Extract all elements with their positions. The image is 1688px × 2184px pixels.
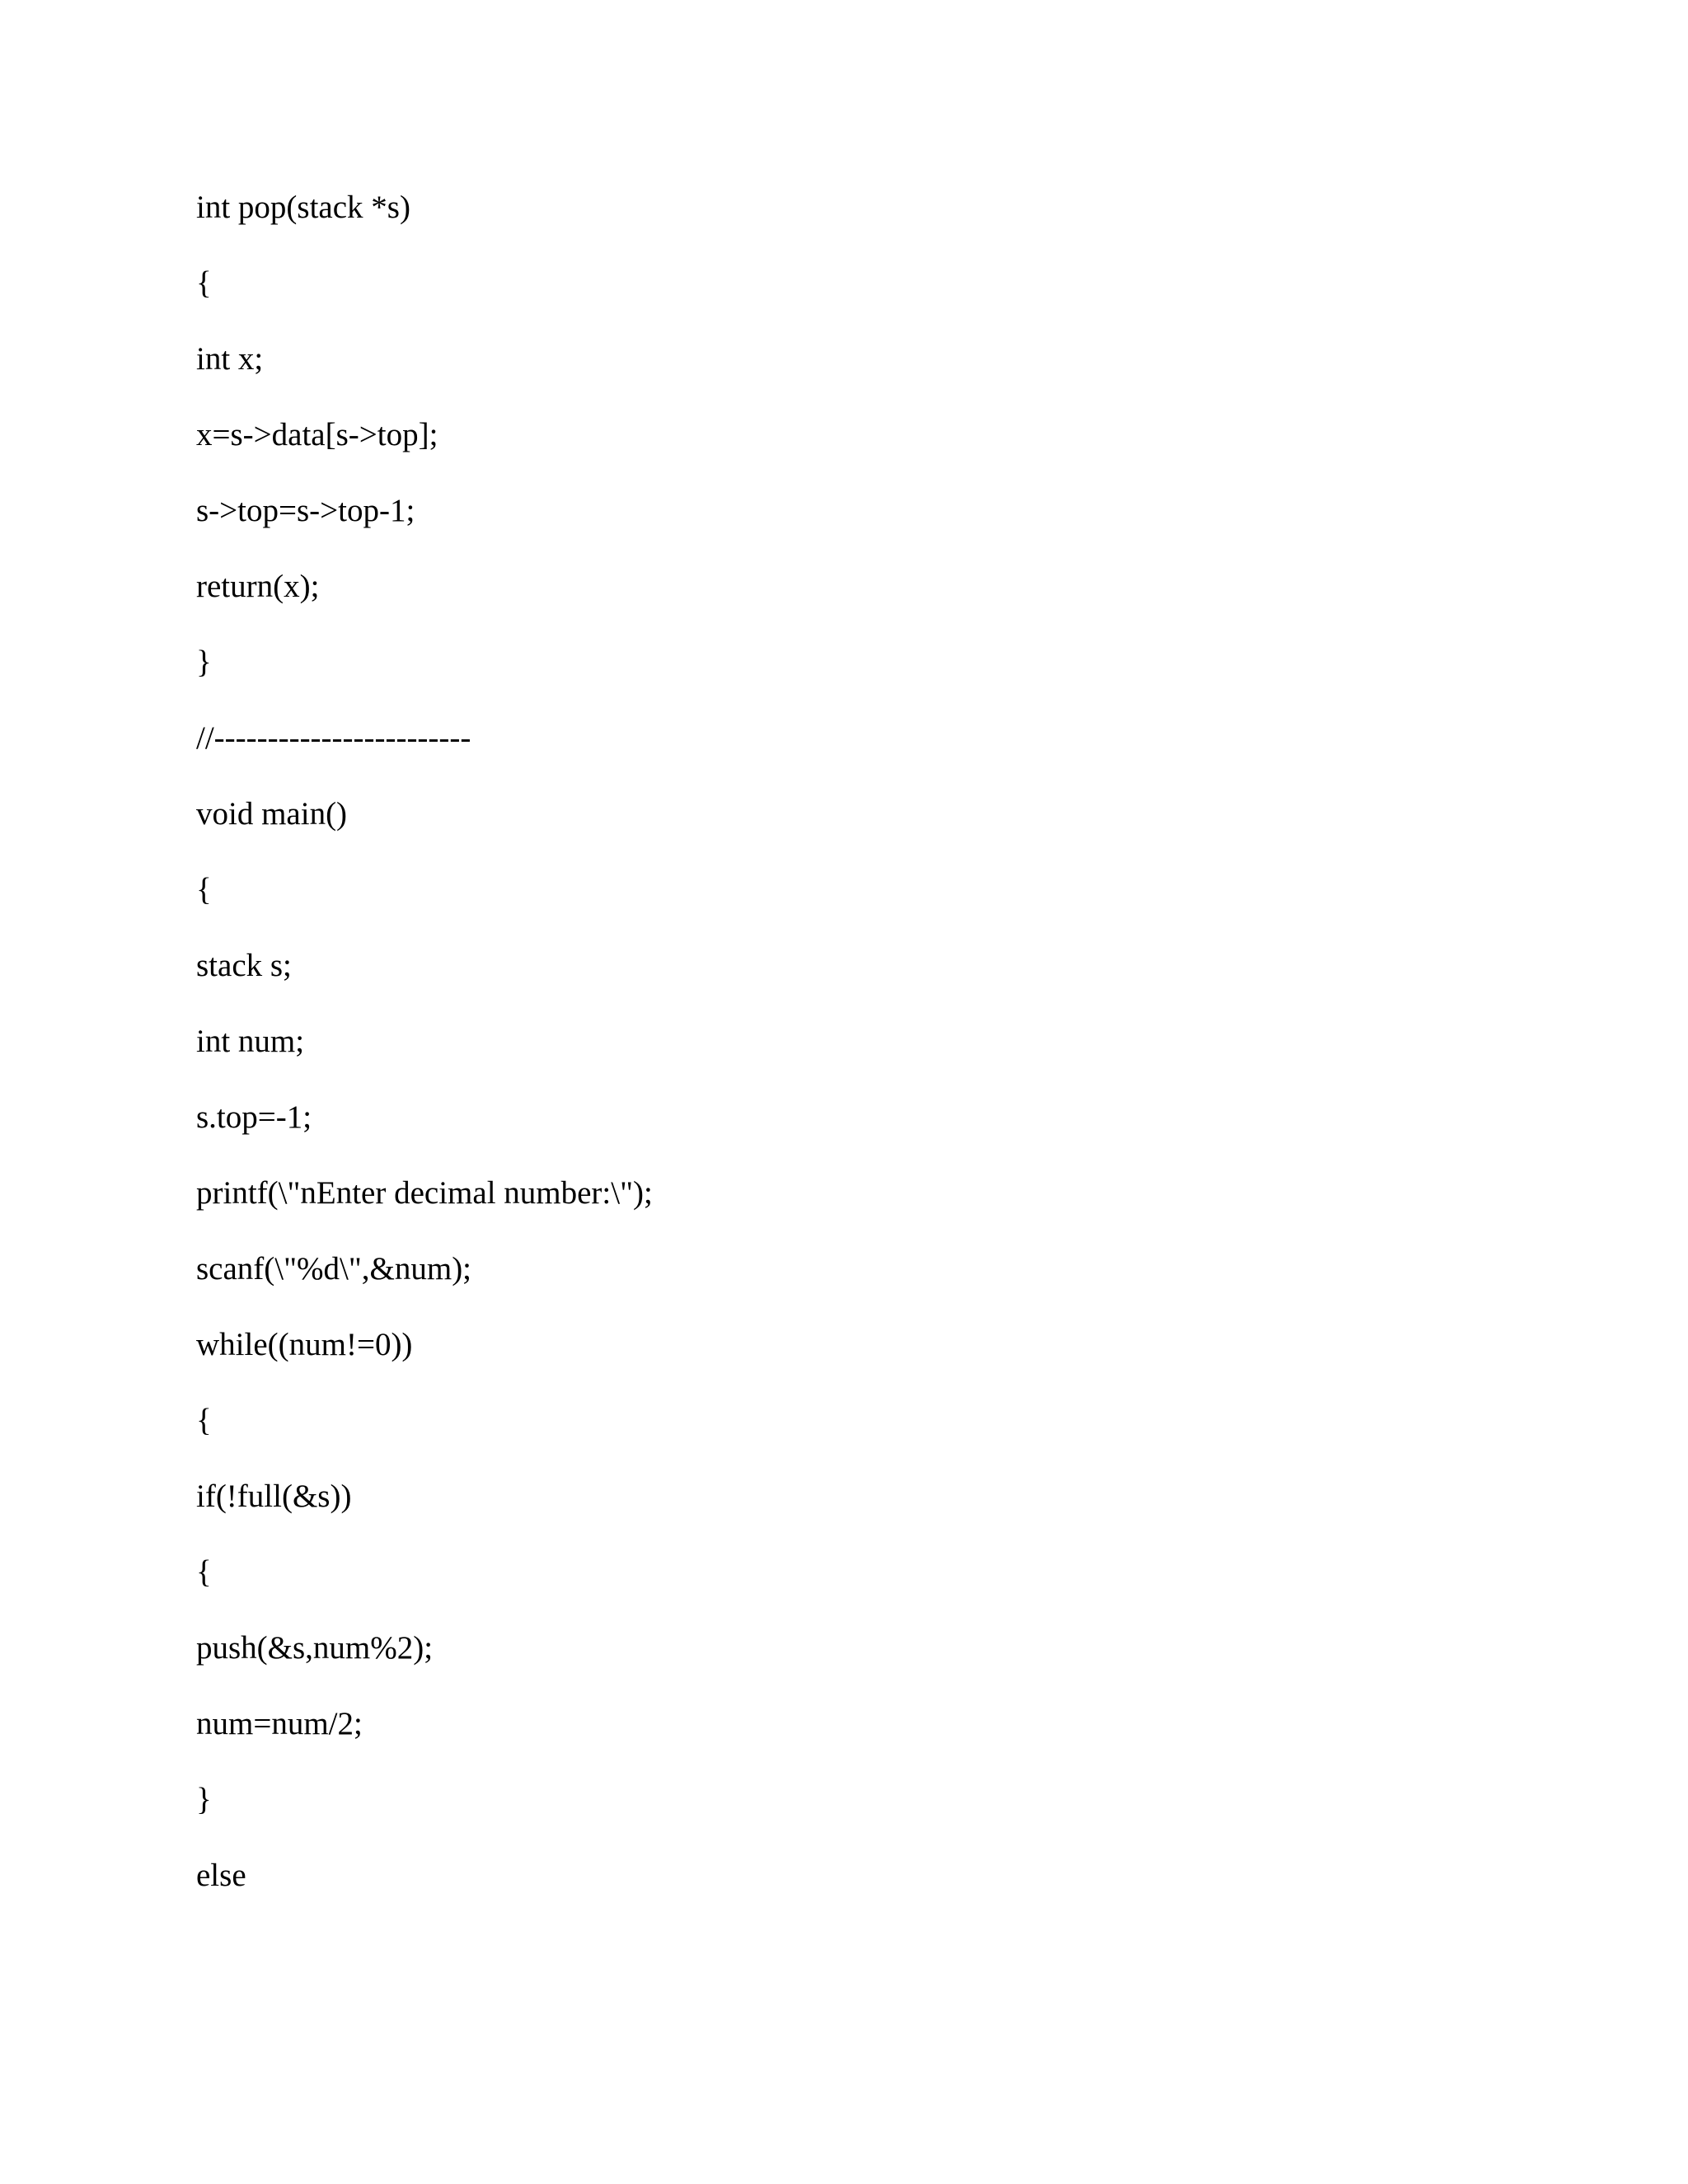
code-line: int x;	[196, 341, 264, 377]
code-line: scanf(\"%d\",&num);	[196, 1251, 472, 1286]
code-line: //------------------------	[196, 720, 471, 756]
code-line: {	[196, 265, 212, 301]
code-line: num=num/2;	[196, 1706, 363, 1741]
code-line: stack s;	[196, 948, 292, 983]
code-line: {	[196, 1554, 212, 1590]
code-line: {	[196, 872, 212, 907]
code-line: int num;	[196, 1024, 305, 1059]
code-line: s->top=s->top-1;	[196, 493, 415, 528]
code-line: void main()	[196, 796, 348, 832]
code-line: return(x);	[196, 569, 320, 604]
code-line: printf(\"nEnter decimal number:\");	[196, 1175, 653, 1211]
code-line: }	[196, 644, 212, 680]
code-line: else	[196, 1858, 246, 1893]
code-line: x=s->data[s->top];	[196, 417, 438, 452]
code-line: push(&s,num%2);	[196, 1630, 434, 1666]
code-line: }	[196, 1782, 212, 1817]
code-line: while((num!=0))	[196, 1327, 413, 1362]
code-line: s.top=-1;	[196, 1099, 312, 1135]
code-line: {	[196, 1403, 212, 1438]
code-line: int pop(stack *s)	[196, 190, 410, 225]
code-listing	[196, 191, 653, 1935]
code-line: if(!full(&s))	[196, 1479, 352, 1514]
